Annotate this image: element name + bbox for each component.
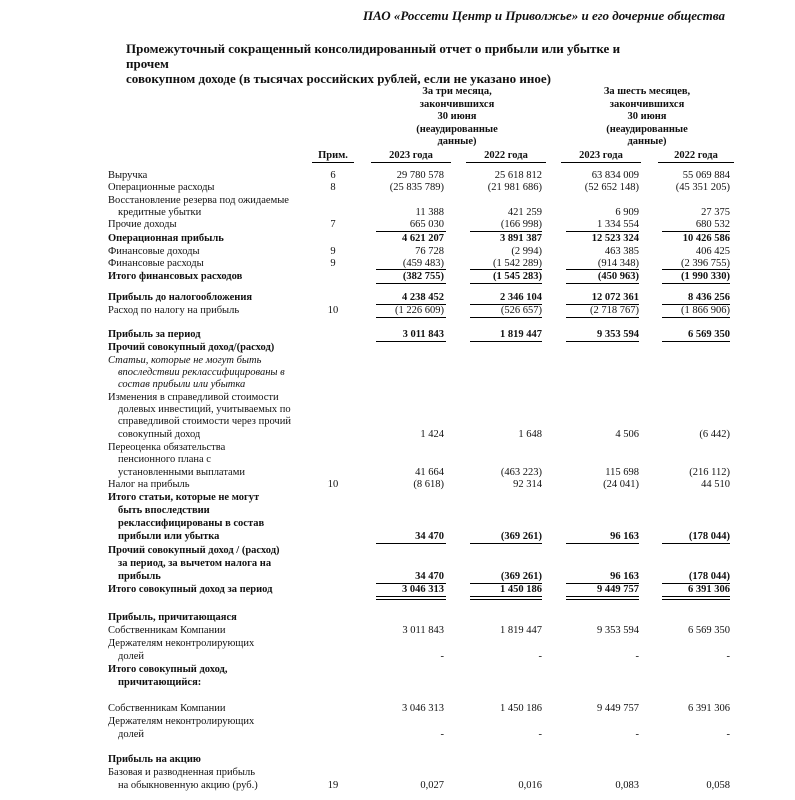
value-3m-2023: (459 483) [402,258,444,269]
value-3m-2023: 3 046 313 [402,584,444,595]
value-3m-2023: 3 046 313 [402,703,444,714]
value-3m-2022: 1 648 [518,429,542,440]
row-label: установленными выплатами [118,467,245,478]
value-3m-2022: 0,016 [518,780,542,791]
row-label: Финансовые доходы [108,246,200,257]
row-label: пенсионного плана с [118,454,211,465]
value-3m-2022: 92 314 [513,479,542,490]
value-6m-2022: 680 532 [695,219,730,230]
row-label: Собственникам Компании [108,625,226,636]
value-6m-2023: 9 353 594 [597,329,639,340]
table-row [0,531,795,542]
value-3m-2022: (463 223) [500,467,542,478]
value-3m-2022: (369 261) [500,571,542,582]
table-row [0,664,795,675]
table-row [0,703,795,714]
value-6m-2023: - [635,651,639,662]
table-row [0,292,795,303]
value-6m-2023: (52 652 148) [584,182,639,193]
table-row [0,558,795,569]
row-label: Прочий совокупный доход / (расход) [108,545,280,556]
value-6m-2022: 0,058 [706,780,730,791]
table-row [0,182,795,193]
row-label: Восстановление резерва под ожидаемые [108,195,289,206]
table-row [0,392,795,403]
value-6m-2022: (1 990 330) [681,271,730,282]
row-label: Операционная прибыль [108,233,224,244]
header-6m-2022: 2022 года [658,150,734,163]
table-row [0,677,795,688]
value-3m-2023: 3 011 843 [402,625,444,636]
value-6m-2022: (6 442) [699,429,730,440]
report-title-line-1: Промежуточный сокращенный консолидированный отчет о прибыли или убытке и прочем [126,41,621,71]
value-6m-2023: 12 523 324 [591,233,639,244]
value-3m-2023: 29 780 578 [396,170,444,181]
report-title [126,41,666,86]
value-3m-2022: 2 346 104 [500,292,542,303]
row-label: прибыли или убытка [118,531,220,542]
report-title-line-2: совокупном доходе (в тысячах российских рублей, если не указано иное) [126,71,551,86]
value-3m-2022: 421 259 [507,207,542,218]
row-label: Собственникам Компании [108,703,226,714]
value-6m-2022: (1 866 906) [681,305,730,316]
value-3m-2022: (166 998) [500,219,542,230]
table-row [0,355,795,366]
header-6m-2023: 2023 года [561,150,641,163]
table-row [0,492,795,503]
header-six-months-line: (неаудированные [606,123,688,135]
row-label: Держателям неконтролирующих [108,716,255,727]
row-label: Держателям неконтролирующих [108,638,255,649]
value-6m-2022: (178 044) [688,531,730,542]
row-label: долевых инвестиций, учитываемых по [118,404,291,415]
table-row [0,429,795,440]
value-6m-2022: (216 112) [689,467,730,478]
value-3m-2023: (25 835 789) [389,182,444,193]
table-row [0,571,795,582]
table-row [0,780,795,791]
value-6m-2022: 6 391 306 [688,584,730,595]
row-label: за период, за вычетом налога на [118,558,272,569]
header-six-months-line: закончившихся [609,98,685,110]
value-6m-2023: (2 718 767) [590,305,639,316]
value-6m-2022: - [726,729,730,740]
value-3m-2022: - [538,651,542,662]
value-3m-2022: 25 618 812 [494,170,542,181]
value-3m-2023: 3 011 843 [402,329,444,340]
row-note: 6 [330,170,336,181]
row-label: Статьи, которые не могут быть [108,355,262,366]
value-3m-2023: 41 664 [415,467,444,478]
row-label: на обыкновенную акцию (руб.) [118,780,258,791]
value-6m-2023: (24 041) [603,479,639,490]
row-label: Выручка [108,170,148,181]
value-6m-2022: 6 569 350 [688,329,730,340]
row-label: Операционные расходы [108,182,215,193]
row-note: 9 [330,246,336,257]
row-label: Финансовые расходы [108,258,204,269]
value-6m-2023: - [635,729,639,740]
table-row [0,195,795,206]
value-6m-2022: 44 510 [701,479,730,490]
header-three-months-line: закончившихся [419,98,495,110]
value-6m-2023: 9 353 594 [597,625,639,636]
value-6m-2022: 8 436 256 [688,292,730,303]
row-note: 19 [327,780,339,791]
table-row [0,651,795,662]
header-3m-2023: 2023 года [371,150,451,163]
row-label: Прибыль до налогообложения [108,292,253,303]
value-3m-2022: 3 891 387 [500,233,542,244]
value-3m-2022: 1 819 447 [500,329,542,340]
row-label: Прибыль на акцию [108,754,201,765]
row-label: реклассифицированы в состав [118,518,265,529]
table-row [0,219,795,230]
value-3m-2022: (2 994) [511,246,542,257]
header-three-months [392,86,522,149]
value-6m-2023: 9 449 757 [597,703,639,714]
value-6m-2022: 6 569 350 [688,625,730,636]
value-3m-2022: 1 819 447 [500,625,542,636]
value-6m-2023: (450 963) [597,271,639,282]
header-three-months-line: 30 июня [437,111,477,122]
value-6m-2023: 6 909 [615,207,639,218]
header-three-months-line: данные) [437,136,477,147]
header-six-months-line: 30 июня [627,111,667,122]
value-6m-2023: 1 334 554 [597,219,639,230]
value-6m-2023: 96 163 [610,571,639,582]
value-3m-2023: - [440,651,444,662]
value-6m-2023: 9 449 757 [597,584,639,595]
header-six-months [582,86,712,149]
row-label: прибыль [118,571,161,582]
table-row [0,442,795,453]
value-3m-2023: - [440,729,444,740]
table-row [0,584,795,595]
header-note: Прим. [312,150,354,163]
table-row [0,404,795,415]
value-6m-2023: (914 348) [597,258,639,269]
value-3m-2022: (21 981 686) [487,182,542,193]
value-6m-2022: 406 425 [695,246,730,257]
value-6m-2022: 10 426 586 [682,233,730,244]
value-3m-2022: 1 450 186 [500,584,542,595]
row-label: Расход по налогу на прибыль [108,305,240,316]
value-3m-2022: (526 657) [500,305,542,316]
table-row [0,233,795,244]
row-label: справедливой стоимости через прочий [118,416,291,427]
row-label: совокупный доход [118,429,201,440]
row-label: Итого статьи, которые не могут [108,492,260,503]
row-label: Итого совокупный доход за период [108,584,273,595]
row-label: долей [118,729,144,740]
row-label: Прибыль за период [108,329,201,340]
table-row [0,342,795,353]
value-3m-2023: 0,027 [420,780,444,791]
value-3m-2022: (369 261) [500,531,542,542]
row-note: 9 [330,258,336,269]
table-row [0,329,795,340]
value-6m-2022: 27 375 [701,207,730,218]
table-row [0,625,795,636]
value-6m-2022: 6 391 306 [688,703,730,714]
value-6m-2023: 12 072 361 [591,292,639,303]
row-label: состав прибыли или убытка [118,379,246,390]
row-note: 8 [330,182,336,193]
header-three-months-line: За три месяца, [422,86,492,97]
table-row [0,479,795,490]
value-3m-2023: 4 621 207 [402,233,444,244]
company-name: ПАО «Россети Центр и Приволжье» и его дочерние общества [362,8,725,23]
row-note: 10 [327,479,339,490]
table-row [0,754,795,765]
value-6m-2023: 115 698 [605,467,639,478]
value-3m-2022: (1 545 283) [493,271,542,282]
table-row [0,467,795,478]
row-label: Прочие доходы [108,219,177,230]
value-3m-2023: (382 755) [402,271,444,282]
table-row [0,271,795,282]
table-row [0,612,795,623]
row-label: впоследствии реклассифицированы в [118,367,285,378]
table-row [0,367,795,378]
table-row [0,545,795,556]
value-6m-2023: 4 506 [615,429,639,440]
value-3m-2023: 4 238 452 [402,292,444,303]
value-6m-2022: (45 351 205) [675,182,730,193]
value-6m-2022: - [726,651,730,662]
value-6m-2023: 96 163 [610,531,639,542]
row-label: Прибыль, причитающаяся [108,612,237,623]
row-note: 7 [330,219,336,230]
table-row [0,638,795,649]
table-row [0,767,795,778]
row-label: долей [118,651,144,662]
value-3m-2023: 76 728 [415,246,444,257]
value-6m-2023: 63 834 009 [591,170,639,181]
table-row [0,258,795,269]
table-row [0,505,795,516]
value-6m-2022: 55 069 884 [682,170,730,181]
value-6m-2022: (178 044) [688,571,730,582]
header-six-months-line: данные) [627,136,667,147]
row-label: Переоценка обязательства [108,442,226,453]
value-3m-2023: (8 618) [413,479,444,490]
value-3m-2023: 34 470 [415,531,444,542]
table-row [0,518,795,529]
value-6m-2022: (2 396 755) [681,258,730,269]
value-3m-2022: 1 450 186 [500,703,542,714]
table-row [0,170,795,181]
value-6m-2023: 0,083 [615,780,639,791]
value-3m-2022: - [538,729,542,740]
row-label: причитающийся: [118,677,202,688]
row-note: 10 [327,305,339,316]
value-3m-2023: 11 388 [415,207,444,218]
table-row [0,246,795,257]
table-row [0,207,795,218]
row-label: Итого совокупный доход, [108,664,228,675]
table-row [0,716,795,727]
value-3m-2023: 1 424 [420,429,444,440]
value-3m-2023: (1 226 609) [395,305,444,316]
row-label: кредитные убытки [118,207,202,218]
table-row [0,305,795,316]
table-row [0,454,795,465]
row-label: Налог на прибыль [108,479,190,490]
row-label: Изменения в справедливой стоимости [108,392,279,403]
value-3m-2022: (1 542 289) [493,258,542,269]
header-six-months-line: За шесть месяцев, [603,86,691,97]
table-row [0,416,795,427]
value-3m-2023: 34 470 [415,571,444,582]
row-label: быть впоследствии [118,505,210,516]
table-row [0,379,795,390]
row-label: Итого финансовых расходов [108,271,243,282]
value-6m-2023: 463 385 [604,246,639,257]
row-label: Прочий совокупный доход/(расход) [108,342,275,353]
table-row [0,729,795,740]
header-3m-2022: 2022 года [466,150,546,163]
row-label: Базовая и разводненная прибыль [108,767,255,778]
value-3m-2023: 665 030 [409,219,444,230]
header-three-months-line: (неаудированные [416,123,498,135]
